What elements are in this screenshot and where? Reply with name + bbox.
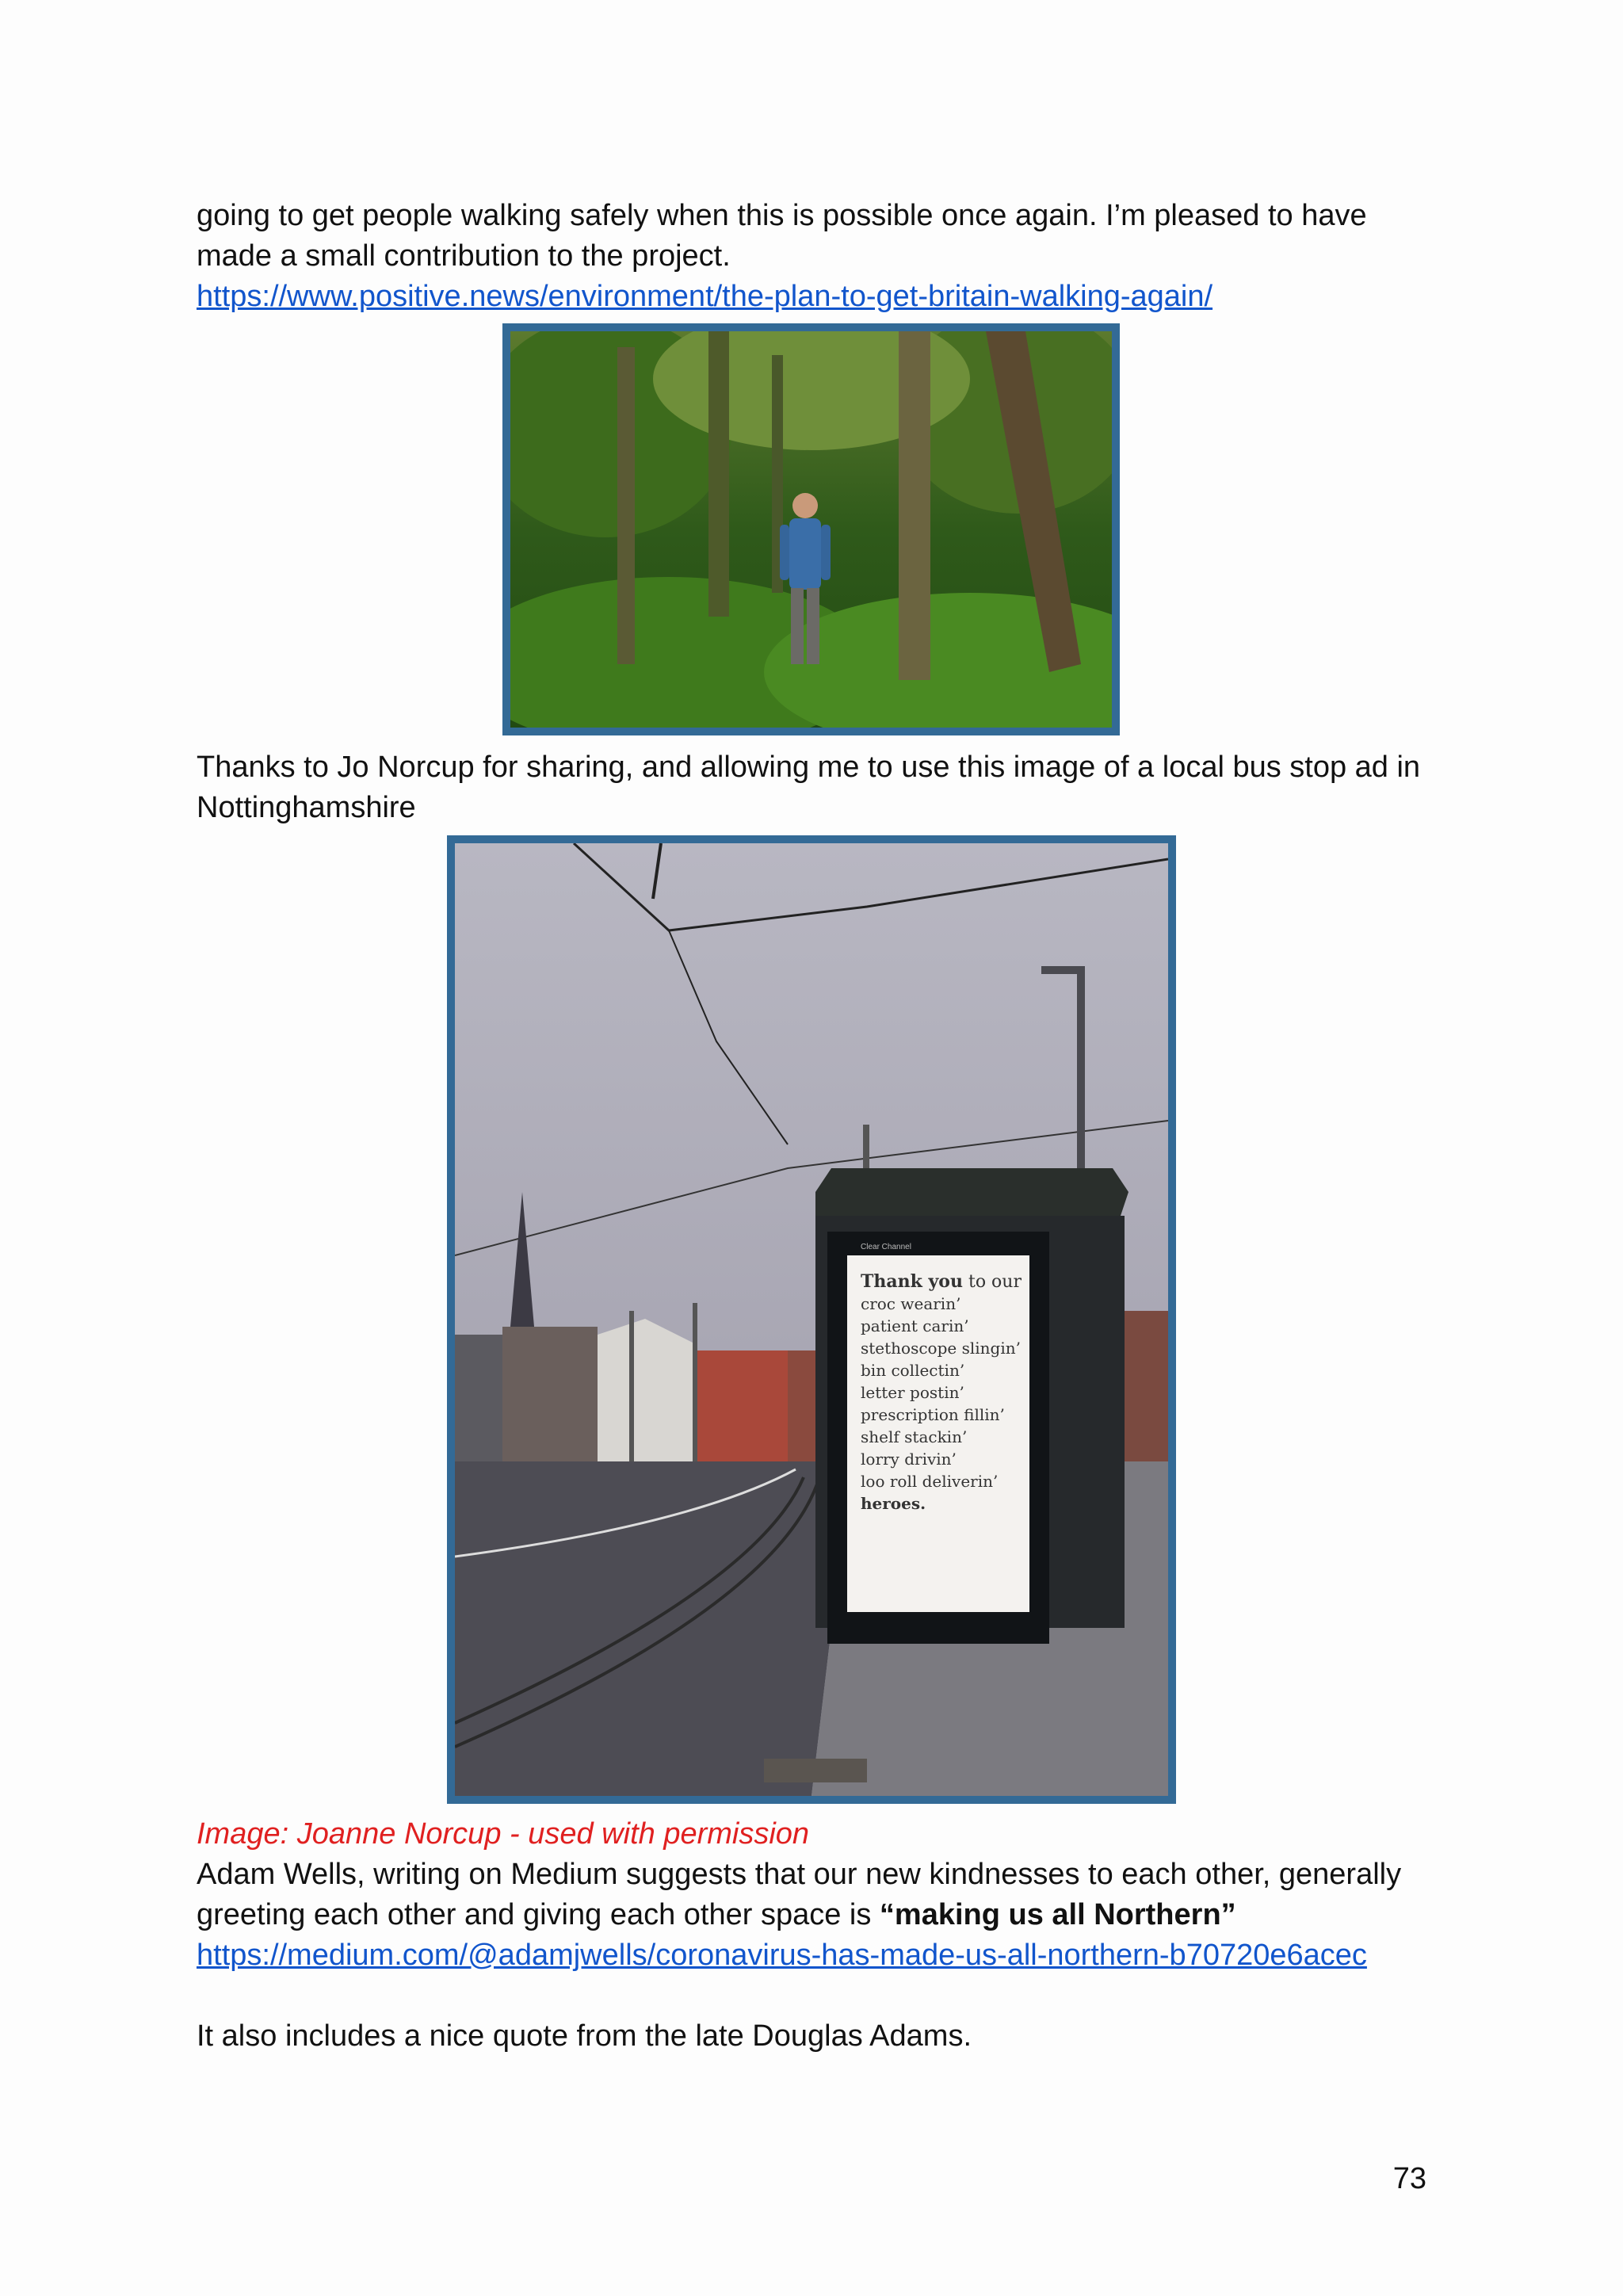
paragraph-4: It also includes a nice quote from the late Douglas Adams.	[197, 2019, 972, 2053]
page-number: 73	[1392, 2162, 1426, 2195]
ad-line-1: croc wearin’	[861, 1294, 961, 1313]
paragraph-2-line-2: Nottinghamshire	[197, 791, 416, 824]
ad-line-2: patient carin’	[861, 1316, 969, 1335]
forest-walker-photo	[502, 323, 1120, 735]
making-us-all-northern-quote: “making us all Northern”	[879, 1898, 1236, 1931]
ad-line-5: letter postin’	[861, 1383, 964, 1402]
ad-line-3: stethoscope slingin’	[861, 1339, 1021, 1358]
ad-line-0: Thank you to our	[861, 1271, 1022, 1292]
ad-line-9: loo roll deliverin’	[861, 1472, 999, 1491]
ad-line-4: bin collectin’	[861, 1361, 965, 1380]
paragraph-1-line-2: made a small contribution to the project.	[197, 239, 731, 273]
paragraph-2-line-1: Thanks to Jo Norcup for sharing, and allowing me to use this image of a local bus stop ad in	[197, 751, 1421, 784]
paragraph-3-text: greeting each other and giving each other space is	[197, 1898, 880, 1931]
paragraph-3-line-2	[197, 1895, 1426, 1935]
ad-line-6: prescription fillin’	[861, 1405, 1005, 1424]
paragraph-3-line-1: Adam Wells, writing on Medium suggests that our new kindnesses to each other, generally	[197, 1858, 1402, 1891]
ad-line-8: lorry drivin’	[861, 1450, 957, 1469]
ad-line-7: shelf stackin’	[861, 1427, 968, 1446]
positive-news-link[interactable]: https://www.positive.news/environment/the-plan-to-get-britain-walking-again/	[197, 280, 1213, 313]
ad-line-10: heroes.	[861, 1494, 926, 1513]
bus-stop-ad-photo	[447, 835, 1176, 1804]
ad-brand: Clear Channel	[861, 1243, 911, 1251]
paragraph-1-line-1: going to get people walking safely when this is possible once again. I’m pleased to have	[197, 199, 1367, 232]
image-caption: Image: Joanne Norcup - used with permission	[197, 1817, 810, 1851]
medium-article-link[interactable]: https://medium.com/@adamjwells/coronavirus-has-made-us-all-northern-b70720e6acec	[197, 1939, 1367, 1972]
